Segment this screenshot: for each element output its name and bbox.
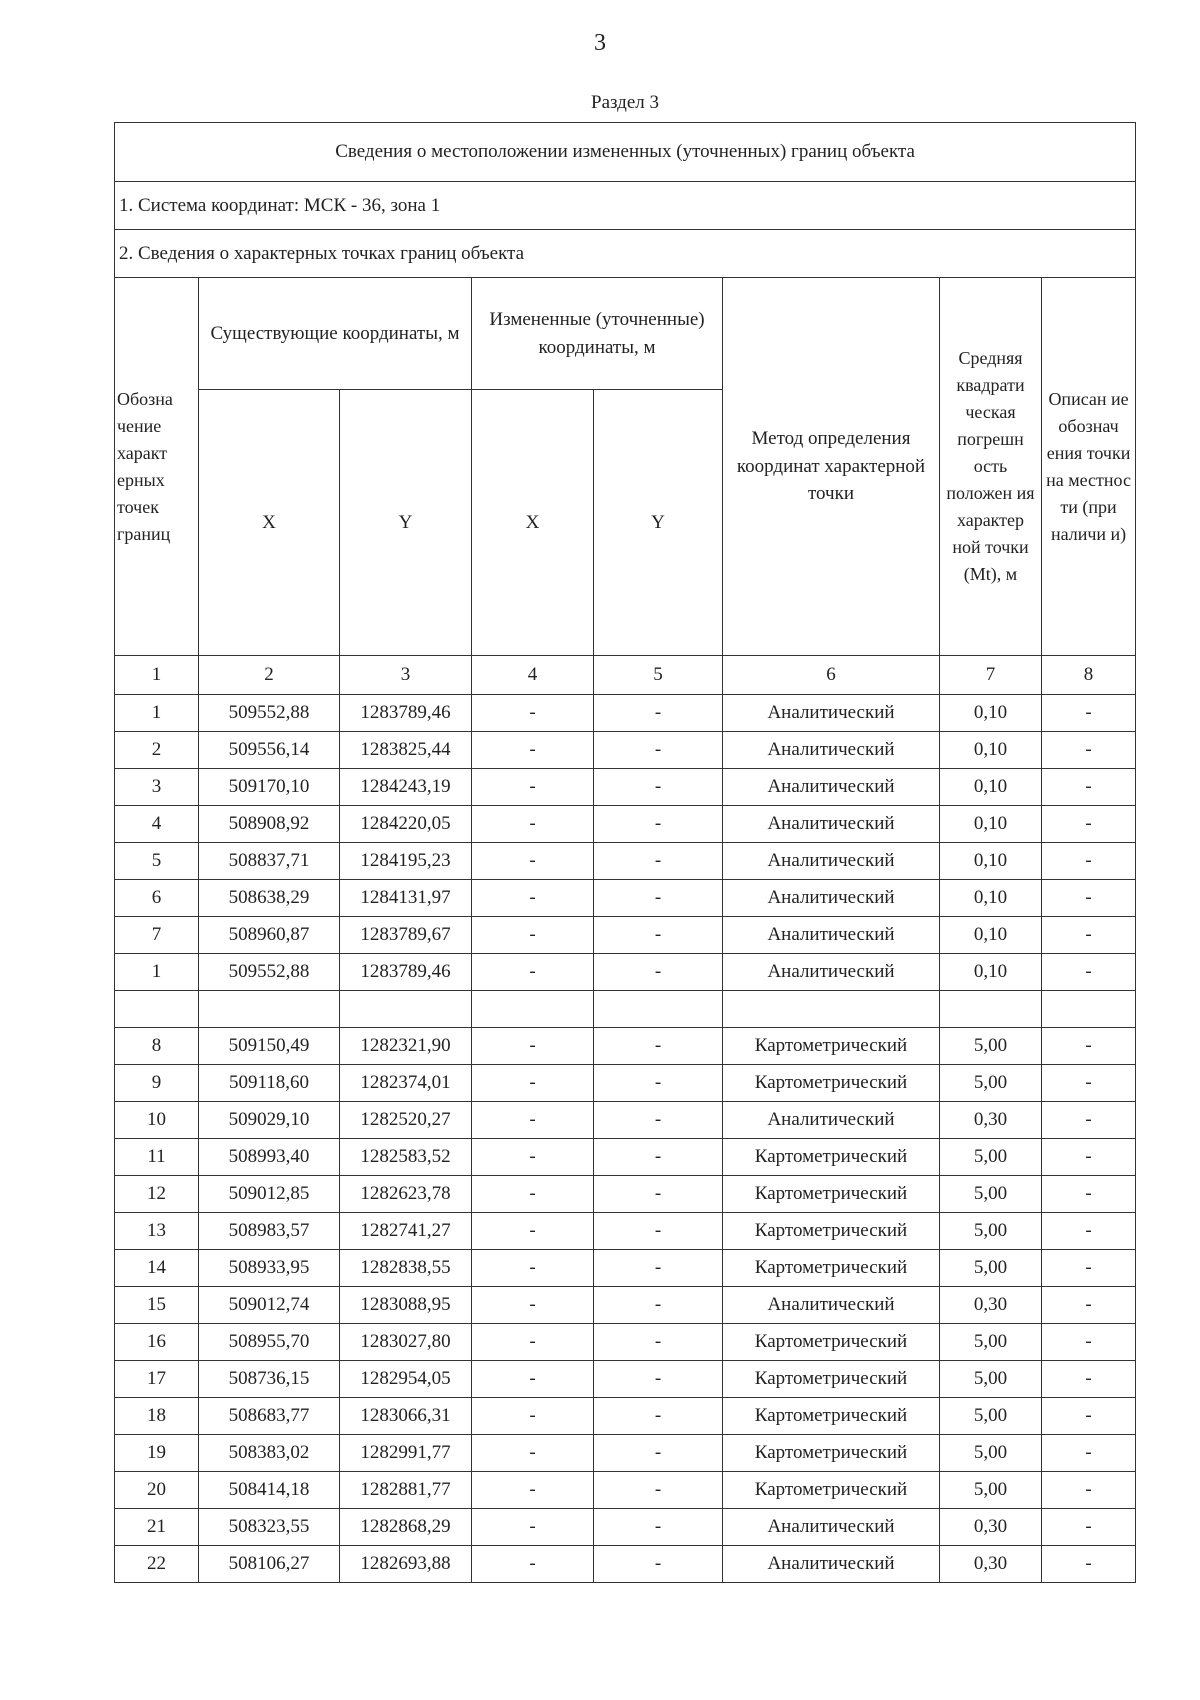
cell-existing-y: 1283789,46: [340, 954, 472, 991]
cell-existing-y: 1282881,77: [340, 1472, 472, 1509]
table-row: [115, 1213, 1136, 1250]
cell-description: -: [1042, 1102, 1136, 1139]
header-existing-x: X: [199, 390, 340, 656]
cell-mean-square-error: 0,10: [940, 732, 1042, 769]
cell-changed-x: -: [472, 1435, 594, 1472]
cell-method: Аналитический: [723, 806, 940, 843]
table-title: Сведения о местоположении измененных (уточненных) границ объекта: [115, 123, 1136, 182]
cell-description: -: [1042, 732, 1136, 769]
column-number: 4: [472, 656, 594, 695]
cell-existing-x: 509170,10: [199, 769, 340, 806]
cell-mean-square-error: 0,10: [940, 769, 1042, 806]
cell-changed-y: -: [594, 1287, 723, 1324]
cell-mean-square-error: 0,30: [940, 1509, 1042, 1546]
cell-mean-square-error: 0,10: [940, 843, 1042, 880]
cell-changed-x: -: [472, 695, 594, 732]
cell-changed-x: -: [472, 1546, 594, 1583]
table-row: [115, 880, 1136, 917]
cell-point-id: 1: [115, 954, 199, 991]
cell-changed-x: -: [472, 1472, 594, 1509]
cell-method: Картометрический: [723, 1361, 940, 1398]
cell-changed-y: -: [594, 1546, 723, 1583]
cell-method: Картометрический: [723, 1472, 940, 1509]
cell-mean-square-error: 0,10: [940, 695, 1042, 732]
cell-description: -: [1042, 806, 1136, 843]
cell-existing-y: 1282954,05: [340, 1361, 472, 1398]
cell-changed-y: -: [594, 917, 723, 954]
cell-mean-square-error: 5,00: [940, 1250, 1042, 1287]
table-row: [115, 1250, 1136, 1287]
cell-changed-y: -: [594, 1472, 723, 1509]
cell-existing-y: 1282838,55: [340, 1250, 472, 1287]
cell-changed-x: -: [472, 1065, 594, 1102]
cell-point-id: 11: [115, 1139, 199, 1176]
table-row: [115, 1361, 1136, 1398]
cell-changed-x: -: [472, 1250, 594, 1287]
cell-point-id: 7: [115, 917, 199, 954]
cell-existing-y: 1283825,44: [340, 732, 472, 769]
cell-changed-y: -: [594, 695, 723, 732]
cell-method: Картометрический: [723, 1324, 940, 1361]
cell-method: Картометрический: [723, 1065, 940, 1102]
column-number: 7: [940, 656, 1042, 695]
cell-changed-y: -: [594, 769, 723, 806]
table-row: [115, 1287, 1136, 1324]
header-existing-coordinates: Существующие координаты, м: [199, 278, 472, 390]
header-existing-y: Y: [340, 390, 472, 656]
cell-mean-square-error: [940, 991, 1042, 1028]
cell-point-id: 10: [115, 1102, 199, 1139]
table-row: [115, 1324, 1136, 1361]
cell-description: -: [1042, 917, 1136, 954]
cell-existing-x: [199, 991, 340, 1028]
cell-existing-x: 508908,92: [199, 806, 340, 843]
cell-existing-x: 508837,71: [199, 843, 340, 880]
cell-method: Картометрический: [723, 1028, 940, 1065]
cell-changed-y: [594, 991, 723, 1028]
table-row: [115, 991, 1136, 1028]
cell-changed-y: -: [594, 1324, 723, 1361]
cell-description: -: [1042, 1435, 1136, 1472]
cell-existing-y: 1282520,27: [340, 1102, 472, 1139]
cell-changed-y: -: [594, 1176, 723, 1213]
cell-point-id: 8: [115, 1028, 199, 1065]
cell-existing-x: 509012,85: [199, 1176, 340, 1213]
cell-mean-square-error: 5,00: [940, 1176, 1042, 1213]
table-row: [115, 843, 1136, 880]
table-row: [115, 1398, 1136, 1435]
table-row: [115, 806, 1136, 843]
cell-changed-y: -: [594, 732, 723, 769]
cell-method: Аналитический: [723, 1287, 940, 1324]
cell-point-id: 5: [115, 843, 199, 880]
cell-changed-y: -: [594, 806, 723, 843]
cell-changed-x: -: [472, 1398, 594, 1435]
cell-mean-square-error: 5,00: [940, 1324, 1042, 1361]
cell-point-id: 12: [115, 1176, 199, 1213]
table-row: [115, 1546, 1136, 1583]
cell-changed-x: -: [472, 880, 594, 917]
cell-changed-x: -: [472, 806, 594, 843]
cell-method: Аналитический: [723, 769, 940, 806]
cell-changed-x: -: [472, 1102, 594, 1139]
cell-description: -: [1042, 1398, 1136, 1435]
cell-mean-square-error: 0,30: [940, 1287, 1042, 1324]
cell-existing-x: 508736,15: [199, 1361, 340, 1398]
cell-mean-square-error: 0,10: [940, 917, 1042, 954]
cell-existing-x: 508955,70: [199, 1324, 340, 1361]
cell-changed-x: -: [472, 1213, 594, 1250]
cell-changed-y: -: [594, 1065, 723, 1102]
cell-method: [723, 991, 940, 1028]
table-row: [115, 1176, 1136, 1213]
cell-description: -: [1042, 1546, 1136, 1583]
cell-changed-x: -: [472, 732, 594, 769]
cell-point-id: 19: [115, 1435, 199, 1472]
column-number: 8: [1042, 656, 1136, 695]
cell-method: Аналитический: [723, 954, 940, 991]
cell-existing-x: 509150,49: [199, 1028, 340, 1065]
cell-description: -: [1042, 1028, 1136, 1065]
header-changed-coordinates: Измененные (уточненные) координаты, м: [472, 278, 723, 390]
cell-mean-square-error: 0,10: [940, 954, 1042, 991]
cell-mean-square-error: 5,00: [940, 1361, 1042, 1398]
cell-changed-y: -: [594, 1435, 723, 1472]
cell-changed-y: -: [594, 1102, 723, 1139]
cell-point-id: 4: [115, 806, 199, 843]
cell-description: [1042, 991, 1136, 1028]
header-description: Описан ие обознач ения точки на местнос ти (при наличи и): [1042, 278, 1136, 656]
cell-existing-y: 1283027,80: [340, 1324, 472, 1361]
cell-changed-y: -: [594, 843, 723, 880]
table-row: [115, 1028, 1136, 1065]
cell-changed-x: -: [472, 917, 594, 954]
table-row: [115, 1509, 1136, 1546]
cell-mean-square-error: 5,00: [940, 1065, 1042, 1102]
cell-existing-y: [340, 991, 472, 1028]
cell-existing-y: 1284195,23: [340, 843, 472, 880]
cell-mean-square-error: 5,00: [940, 1139, 1042, 1176]
cell-changed-x: -: [472, 843, 594, 880]
cell-mean-square-error: 5,00: [940, 1435, 1042, 1472]
column-number: 2: [199, 656, 340, 695]
table-row: [115, 732, 1136, 769]
cell-description: -: [1042, 1213, 1136, 1250]
column-number: 3: [340, 656, 472, 695]
boundary-points-table: [114, 122, 1136, 1583]
cell-existing-x: 509029,10: [199, 1102, 340, 1139]
cell-point-id: 22: [115, 1546, 199, 1583]
cell-description: -: [1042, 880, 1136, 917]
cell-existing-y: 1282693,88: [340, 1546, 472, 1583]
column-numbers-row: [115, 656, 1136, 695]
cell-changed-x: -: [472, 1361, 594, 1398]
cell-mean-square-error: 0,10: [940, 880, 1042, 917]
cell-method: Аналитический: [723, 1546, 940, 1583]
cell-point-id: 16: [115, 1324, 199, 1361]
cell-description: -: [1042, 1065, 1136, 1102]
cell-changed-x: -: [472, 1139, 594, 1176]
cell-point-id: 13: [115, 1213, 199, 1250]
cell-existing-y: 1282321,90: [340, 1028, 472, 1065]
cell-existing-y: 1283066,31: [340, 1398, 472, 1435]
cell-changed-x: -: [472, 1028, 594, 1065]
cell-changed-y: -: [594, 1213, 723, 1250]
cell-changed-x: -: [472, 954, 594, 991]
cell-description: -: [1042, 1176, 1136, 1213]
header-changed-x: X: [472, 390, 594, 656]
cell-existing-x: 508993,40: [199, 1139, 340, 1176]
cell-description: -: [1042, 1250, 1136, 1287]
cell-description: -: [1042, 1139, 1136, 1176]
cell-description: -: [1042, 954, 1136, 991]
cell-existing-x: 509012,74: [199, 1287, 340, 1324]
cell-method: Аналитический: [723, 1509, 940, 1546]
cell-point-id: 1: [115, 695, 199, 732]
cell-point-id: 20: [115, 1472, 199, 1509]
header-changed-y: Y: [594, 390, 723, 656]
cell-method: Аналитический: [723, 732, 940, 769]
cell-changed-y: -: [594, 1398, 723, 1435]
cell-existing-y: 1283789,46: [340, 695, 472, 732]
cell-existing-x: 508638,29: [199, 880, 340, 917]
cell-changed-y: -: [594, 1361, 723, 1398]
cell-point-id: 17: [115, 1361, 199, 1398]
table-row: [115, 1102, 1136, 1139]
cell-existing-x: 508983,57: [199, 1213, 340, 1250]
cell-point-id: [115, 991, 199, 1028]
cell-point-id: 2: [115, 732, 199, 769]
cell-description: -: [1042, 769, 1136, 806]
cell-method: Аналитический: [723, 843, 940, 880]
cell-existing-x: 509552,88: [199, 954, 340, 991]
table-row: [115, 1435, 1136, 1472]
cell-changed-y: -: [594, 1139, 723, 1176]
cell-existing-x: 509118,60: [199, 1065, 340, 1102]
table-row: [115, 1472, 1136, 1509]
cell-method: Картометрический: [723, 1435, 940, 1472]
column-number: 5: [594, 656, 723, 695]
cell-point-id: 6: [115, 880, 199, 917]
cell-method: Аналитический: [723, 917, 940, 954]
cell-existing-x: 509552,88: [199, 695, 340, 732]
cell-changed-y: -: [594, 880, 723, 917]
cell-method: Аналитический: [723, 1102, 940, 1139]
cell-existing-y: 1282583,52: [340, 1139, 472, 1176]
points-caption: 2. Сведения о характерных точках границ объекта: [115, 230, 1136, 278]
cell-changed-x: -: [472, 769, 594, 806]
cell-existing-y: 1283088,95: [340, 1287, 472, 1324]
cell-existing-y: 1283789,67: [340, 917, 472, 954]
cell-method: Картометрический: [723, 1250, 940, 1287]
cell-changed-x: -: [472, 1176, 594, 1213]
cell-changed-x: -: [472, 1324, 594, 1361]
header-method: Метод определения координат характерной точки: [723, 278, 940, 656]
cell-changed-x: -: [472, 1509, 594, 1546]
cell-method: Аналитический: [723, 695, 940, 732]
table-row: [115, 1139, 1136, 1176]
cell-mean-square-error: 5,00: [940, 1213, 1042, 1250]
cell-existing-y: 1282741,27: [340, 1213, 472, 1250]
cell-existing-y: 1282374,01: [340, 1065, 472, 1102]
cell-description: -: [1042, 1287, 1136, 1324]
cell-changed-x: -: [472, 1287, 594, 1324]
cell-description: -: [1042, 1324, 1136, 1361]
cell-description: -: [1042, 695, 1136, 732]
column-number: 1: [115, 656, 199, 695]
cell-method: Картометрический: [723, 1213, 940, 1250]
cell-changed-y: -: [594, 1028, 723, 1065]
cell-existing-y: 1284220,05: [340, 806, 472, 843]
cell-mean-square-error: 0,30: [940, 1102, 1042, 1139]
cell-method: Картометрический: [723, 1176, 940, 1213]
cell-description: -: [1042, 1361, 1136, 1398]
table-row: [115, 695, 1136, 732]
cell-point-id: 9: [115, 1065, 199, 1102]
coordinate-system: 1. Система координат: МСК - 36, зона 1: [115, 182, 1136, 230]
cell-existing-y: 1284131,97: [340, 880, 472, 917]
table-row: [115, 1065, 1136, 1102]
cell-method: Аналитический: [723, 880, 940, 917]
cell-method: Картометрический: [723, 1398, 940, 1435]
cell-existing-x: 508383,02: [199, 1435, 340, 1472]
cell-existing-y: 1282991,77: [340, 1435, 472, 1472]
cell-existing-y: 1282868,29: [340, 1509, 472, 1546]
cell-existing-x: 508106,27: [199, 1546, 340, 1583]
cell-changed-x: [472, 991, 594, 1028]
cell-mean-square-error: 5,00: [940, 1398, 1042, 1435]
header-error: Средняя квадрати ческая погрешн ость положен ия характер ной точки (Mt), м: [940, 278, 1042, 656]
cell-existing-x: 509556,14: [199, 732, 340, 769]
header-designation: Обозна чение характ ерных точек границ: [115, 278, 199, 656]
cell-description: -: [1042, 843, 1136, 880]
section-label: Раздел 3: [591, 92, 659, 113]
cell-point-id: 3: [115, 769, 199, 806]
cell-changed-y: -: [594, 954, 723, 991]
cell-description: -: [1042, 1509, 1136, 1546]
cell-existing-y: 1284243,19: [340, 769, 472, 806]
column-number: 6: [723, 656, 940, 695]
cell-point-id: 15: [115, 1287, 199, 1324]
cell-changed-y: -: [594, 1509, 723, 1546]
cell-changed-y: -: [594, 1250, 723, 1287]
cell-mean-square-error: 5,00: [940, 1028, 1042, 1065]
cell-mean-square-error: 5,00: [940, 1472, 1042, 1509]
cell-point-id: 18: [115, 1398, 199, 1435]
cell-point-id: 14: [115, 1250, 199, 1287]
table-row: [115, 917, 1136, 954]
cell-existing-x: 508414,18: [199, 1472, 340, 1509]
table-row: [115, 954, 1136, 991]
cell-existing-x: 508933,95: [199, 1250, 340, 1287]
cell-existing-x: 508683,77: [199, 1398, 340, 1435]
cell-existing-x: 508323,55: [199, 1509, 340, 1546]
cell-description: -: [1042, 1472, 1136, 1509]
page-number: 3: [594, 30, 606, 56]
cell-mean-square-error: 0,10: [940, 806, 1042, 843]
cell-existing-y: 1282623,78: [340, 1176, 472, 1213]
cell-method: Картометрический: [723, 1139, 940, 1176]
table-row: [115, 769, 1136, 806]
cell-point-id: 21: [115, 1509, 199, 1546]
cell-mean-square-error: 0,30: [940, 1546, 1042, 1583]
cell-existing-x: 508960,87: [199, 917, 340, 954]
